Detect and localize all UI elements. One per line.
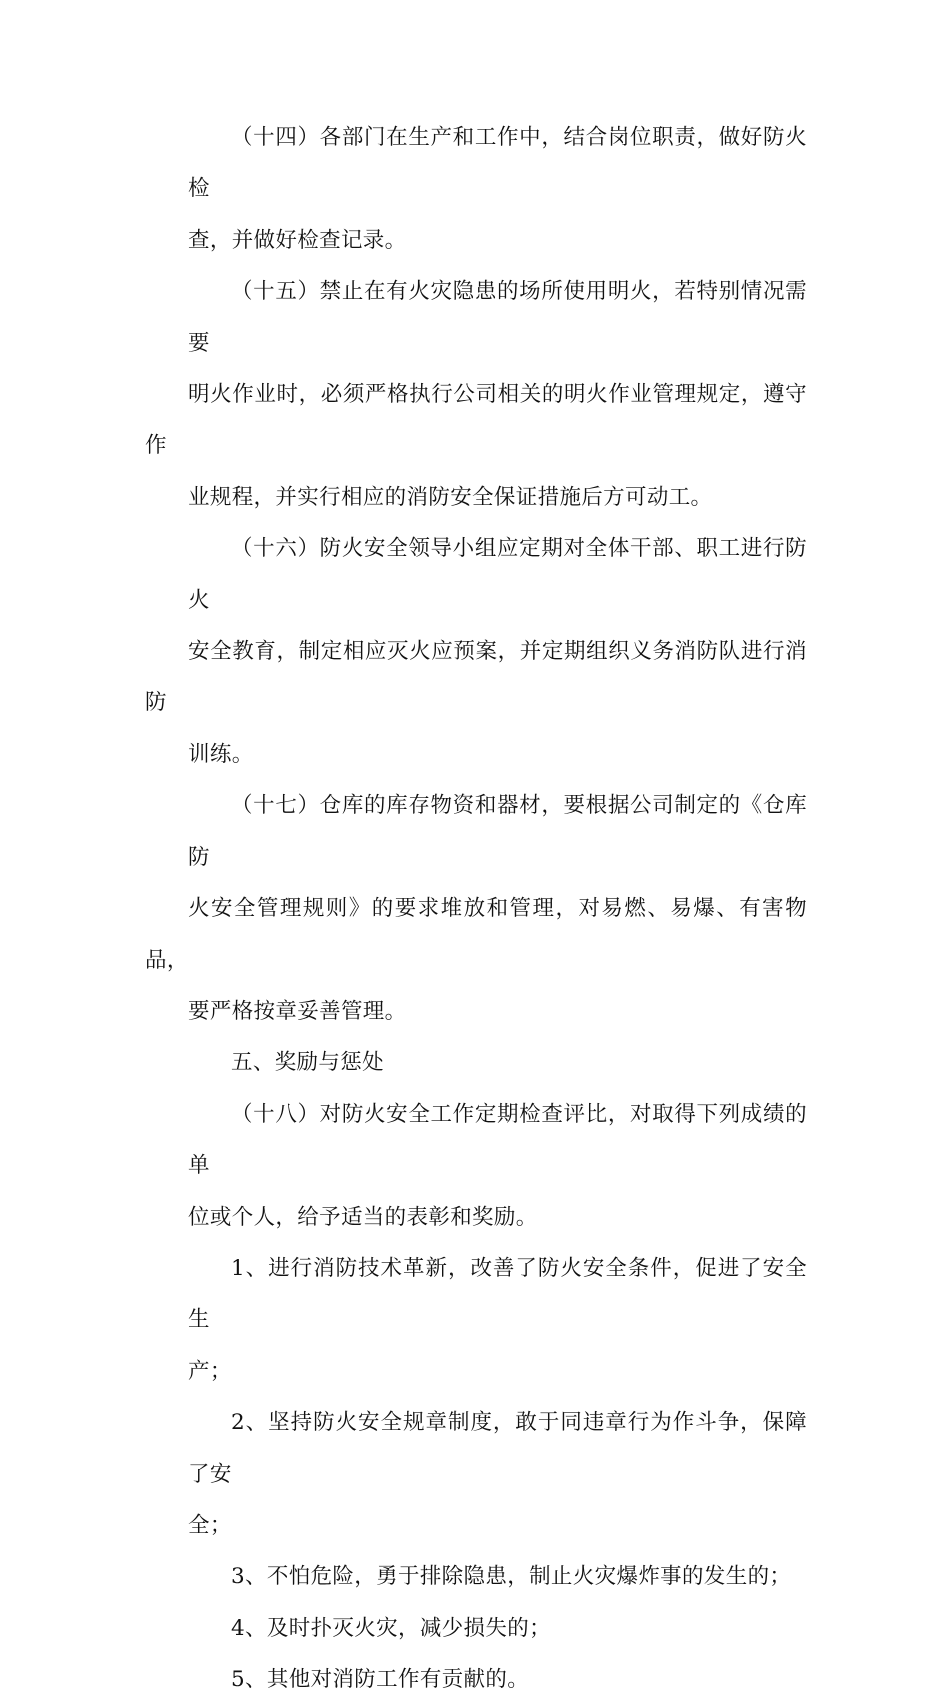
paragraph-line: 查，并做好检查记录。 (188, 227, 407, 253)
paragraph-line: 业规程，并实行相应的消防安全保证措施后方可动工。 (188, 484, 713, 510)
paragraph-line: （十四）各部门在生产和工作中，结合岗位职责，做好防火检 (188, 125, 807, 202)
paragraph-line: （十八）对防火安全工作定期检查评比，对取得下列成绩的单 (188, 1101, 807, 1179)
list-item-2 (145, 1397, 807, 1551)
list-item-line: 3、不怕危险，勇于排除隐患，制止火灾爆炸事的发生的； (231, 1564, 792, 1590)
section-heading: 五、奖励与惩处 (231, 1050, 384, 1076)
list-item-3 (145, 1551, 807, 1602)
paragraph-line: （十六）防火安全领导小组应定期对全体干部、职工进行防火 (188, 536, 807, 613)
document-body (145, 112, 807, 1706)
paragraph-line: 明火作业时，必须严格执行公司相关的明火作业管理规定，遵守作 (145, 382, 807, 459)
list-item-line: 2、坚持防火安全规章制度，敢于同违章行为作斗争，保障了安 (188, 1410, 807, 1487)
paragraph-line: 安全教育，制定相应灭火应预案，并定期组织义务消防队进行消防 (145, 639, 807, 716)
list-item-line: 产； (188, 1358, 232, 1384)
paragraph-16 (145, 523, 807, 780)
paragraph-line: （十七）仓库的库存物资和器材，要根据公司制定的《仓库防 (188, 793, 807, 870)
paragraph-line: 训练。 (188, 741, 254, 767)
list-item-line: 5、其他对消防工作有贡献的。 (231, 1667, 530, 1693)
paragraph-line: 位或个人，给予适当的表彰和奖励。 (188, 1204, 538, 1230)
list-item-1 (145, 1243, 807, 1397)
paragraph-line: 火安全管理规则》的要求堆放和管理，对易燃、易爆、有害物品， (145, 896, 807, 973)
list-item-line: 1、进行消防技术革新，改善了防火安全条件，促进了安全生 (188, 1255, 807, 1333)
paragraph-17 (145, 780, 807, 1037)
list-item-line: 全； (188, 1512, 232, 1538)
list-item-line: 4、及时扑灭火灾，减少损失的； (231, 1615, 551, 1641)
paragraph-line: （十五）禁止在有火灾隐患的场所使用明火，若特别情况需要 (188, 279, 807, 356)
list-item-5 (145, 1654, 807, 1705)
paragraph-18 (145, 1089, 807, 1243)
section-heading-rewards (145, 1037, 807, 1088)
list-item-4 (145, 1603, 807, 1654)
paragraph-15 (145, 266, 807, 523)
paragraph-14 (145, 112, 807, 266)
paragraph-line: 要严格按章妥善管理。 (188, 998, 407, 1024)
